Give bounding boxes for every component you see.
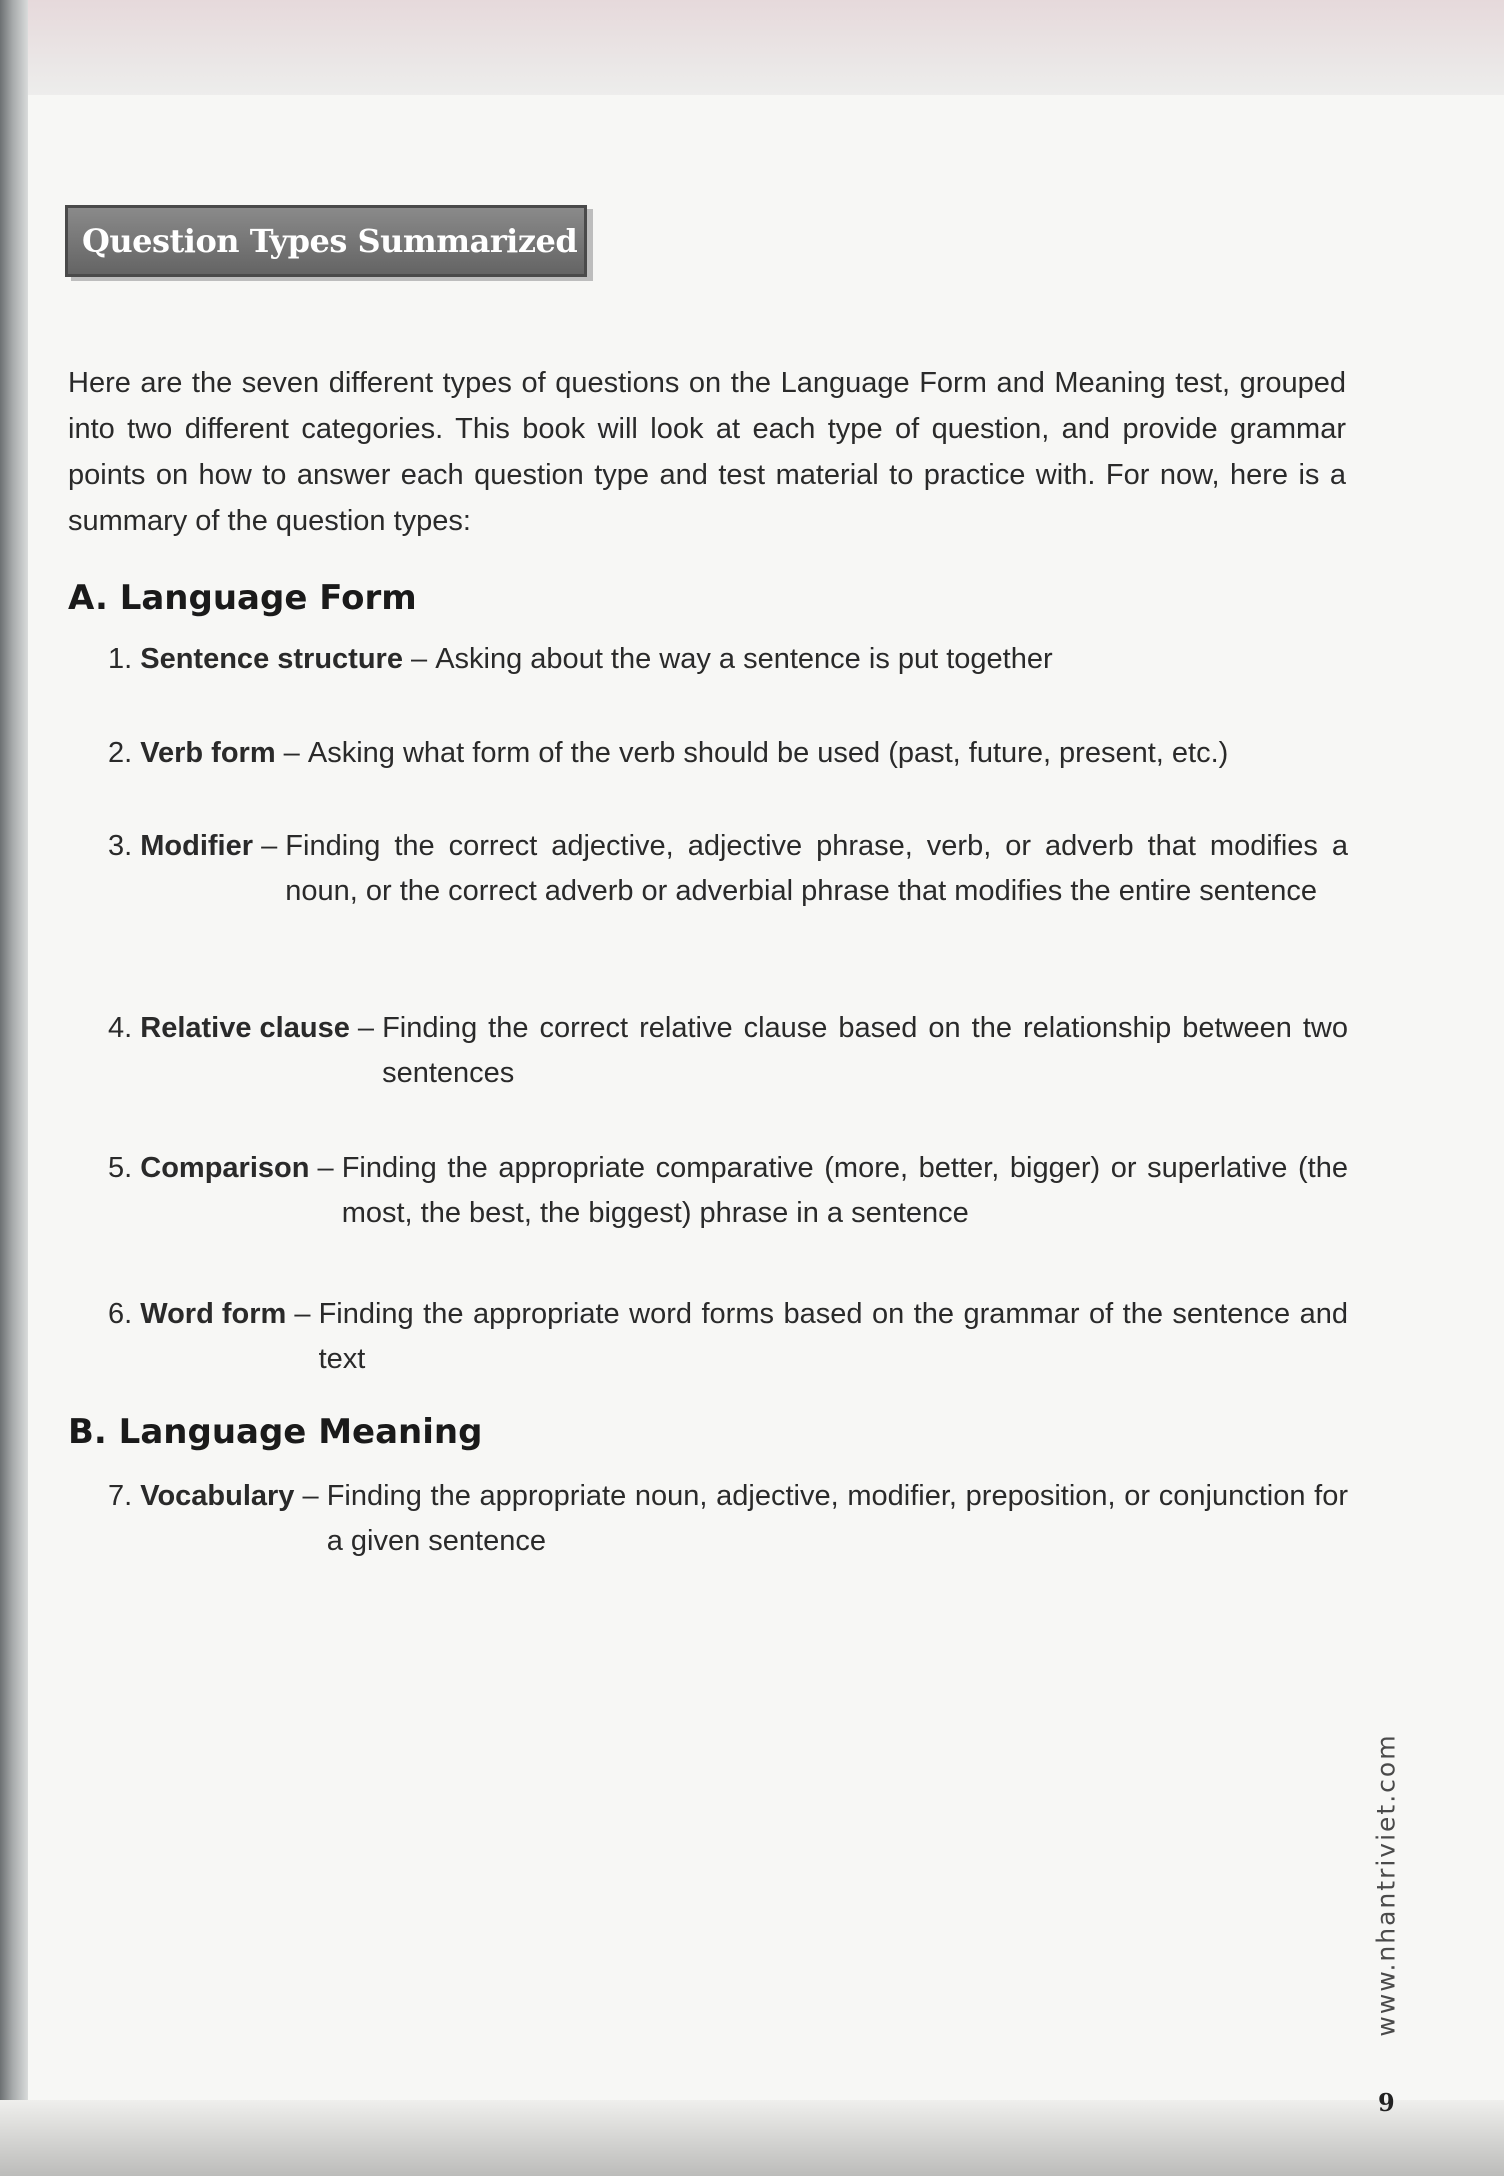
section-title: Question Types Summarized bbox=[82, 222, 578, 260]
item-term: Word form bbox=[140, 1298, 287, 1330]
item-number: 3. bbox=[108, 830, 133, 862]
item-separator: – bbox=[309, 1152, 342, 1184]
question-type-item bbox=[108, 1474, 1348, 1564]
item-separator: – bbox=[253, 830, 286, 862]
question-type-item bbox=[108, 1146, 1348, 1236]
item-number: 2. bbox=[108, 737, 133, 769]
item-description: Finding the correct adjective, adjective phrase, verb, or adverb that modifies a noun, or the correct adverb or adverbial phrase that modifies the entire sentence bbox=[285, 830, 1348, 907]
question-type-item bbox=[108, 637, 1348, 682]
item-term: Modifier bbox=[140, 830, 254, 862]
question-type-item bbox=[108, 731, 1348, 776]
category-heading-language-form: A. Language Form bbox=[68, 578, 417, 618]
publisher-url: www.nhantriviet.com bbox=[1371, 1733, 1401, 2037]
item-separator: – bbox=[402, 643, 436, 675]
item-description: Finding the appropriate word forms based on the grammar of the sentence and text bbox=[318, 1298, 1348, 1375]
item-number: 7. bbox=[108, 1480, 133, 1512]
item-description: Finding the appropriate noun, adjective, modifier, preposition, or conjunction for a given sentence bbox=[326, 1480, 1348, 1557]
publisher-watermark bbox=[1366, 1733, 1406, 2037]
category-heading-language-meaning: B. Language Meaning bbox=[68, 1412, 483, 1452]
item-term: Relative clause bbox=[140, 1012, 350, 1044]
item-separator: – bbox=[349, 1012, 383, 1044]
page-bottom-shadow bbox=[0, 2100, 1504, 2176]
page-number: 9 bbox=[1378, 2088, 1395, 2117]
section-title-box bbox=[65, 205, 587, 277]
book-spine bbox=[0, 0, 28, 2176]
item-term: Verb form bbox=[140, 737, 276, 769]
question-type-item bbox=[108, 824, 1348, 914]
item-term: Comparison bbox=[140, 1152, 310, 1184]
item-number: 4. bbox=[108, 1012, 133, 1044]
item-term: Sentence structure bbox=[140, 643, 403, 675]
item-description: Asking about the way a sentence is put together bbox=[435, 643, 1053, 675]
intro-paragraph: Here are the seven different types of questions on the Language Form and Meaning test, grouped into two different categories. This book will look at each type of question, and provide grammar points on how to answer each question type and test material to practice with. For now, here is a summary of the question types: bbox=[68, 367, 1346, 537]
item-number: 5. bbox=[108, 1152, 133, 1184]
item-separator: – bbox=[275, 737, 308, 769]
item-term: Vocabulary bbox=[140, 1480, 295, 1512]
item-separator: – bbox=[294, 1480, 327, 1512]
item-separator: – bbox=[286, 1298, 319, 1330]
item-number: 1. bbox=[108, 643, 133, 675]
item-description: Asking what form of the verb should be used (past, future, present, etc.) bbox=[307, 737, 1229, 769]
question-type-item bbox=[108, 1006, 1348, 1096]
item-description: Finding the correct relative clause based on the relationship between two sentences bbox=[382, 1012, 1348, 1089]
question-type-item bbox=[108, 1292, 1348, 1382]
item-description: Finding the appropriate comparative (more, better, bigger) or superlative (the most, the best, the biggest) phrase in a sentence bbox=[341, 1152, 1348, 1229]
item-number: 6. bbox=[108, 1298, 133, 1330]
